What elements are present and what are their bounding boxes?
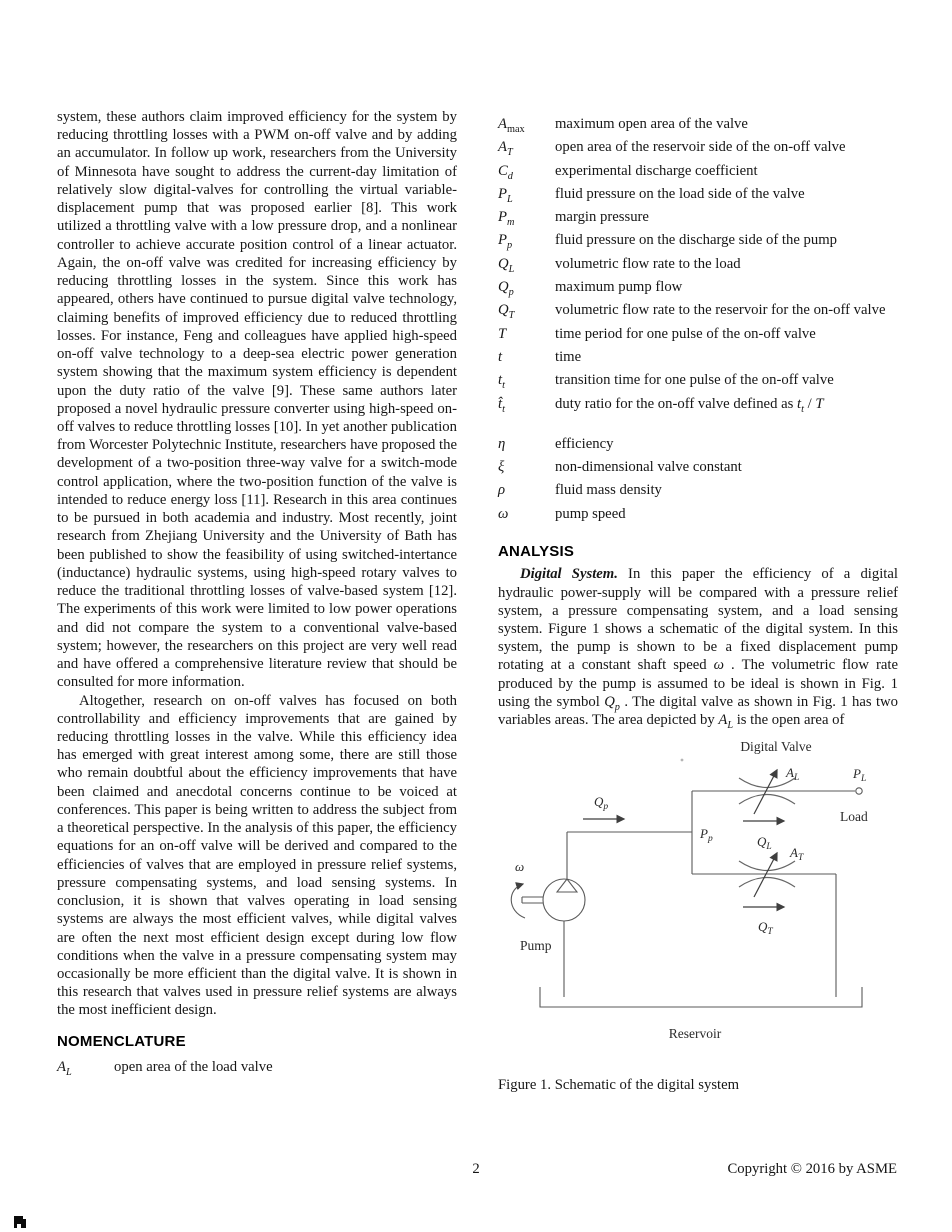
nomenclature-row	[498, 183, 898, 206]
nomenclature-row	[498, 160, 898, 183]
analysis-paragraph: Digital System. In this paper the efficiency of a digital hydraulic power-supply will be compared with a pressure relief system, a pressure compensating system, and a load sensing system. Figure 1 shows a schematic of the digital system. In this system, the pump is shown to be a fixed displacement pump rotating at a constant shaft speed ω . The volumetric flow rate produced by the pump is assumed to be ideal is shown in Fig. 1 using the symbol $Q_p$ . The digital valve as shown in Fig. 1 has two variables areas. The area depicted by $A_L$ is the open area of	[498, 566, 898, 732]
body-paragraph-continuation: system, these authors claim improved efficiency for the system by reducing throttling losses with a PWM on-off valve and by adding an accumulator. In follow up work, researchers from the University of Minnesota have sought to address the current-day limitation of relatively slow digital-valves for controlling the virtual variable-displacement pump that was proposed earlier [8]. This work utilized a throttling valve with a low pressure drop, and a nonlinear controller to achieve accurate position control of a linear actuator. Again, the on-off valve was credited for increasing efficiency by reducing throttling losses in the system. Since this work has appeared, others have continued to pursue digital valve technology, claiming benefits of improved efficiency due to reduced throttling losses. For instance, Feng and colleagues have applied high-speed on-off valve technology to a deep-sea electric power generation system showing that the maximum system efficiency is dependent upon the duty ratio of the valve [9]. These same authors later proposed a novel hydraulic pressure converter using high-speed on-off valves to reduce throttling losses [10]. In yet another publication from Worcester Polytechnic Institute, researchers have proposed the development of a two-position three-way valve for a switch-mode control application, where the two-position function of the valve is intended to reduce energy loss [11]. Research in this area continues to be pursued in both academia and industry. Most recently, joint research from Zhejiang University and the University of Bath has been published to show the feasibility of using switched-intertance (inductance) hydraulic systems, using high-speed rotary valves to reduce the traditional throttling losses of valve-based system [12]. The experiments of this work were limited to low power operations and did not compare the system to a conventional valve-based system; however, the researchers on this project are very well read and have offered a comprehensive literature review that should be consulted for more information.	[57, 109, 457, 691]
nomenclature-symbol: $P_m$	[498, 209, 515, 229]
nomenclature-row	[498, 503, 898, 526]
figure-label-pump: Pump	[520, 938, 552, 954]
nomenclature-row	[498, 253, 898, 276]
figure-label-ql: $Q_L$	[757, 834, 772, 853]
nomenclature-symbol: $A_T$	[498, 139, 513, 159]
nomenclature-row	[498, 369, 898, 392]
left-column	[57, 108, 457, 1079]
nomenclature-description: volumetric flow rate to the reservoir for the on-off valve	[555, 302, 886, 319]
nomenclature-description: maximum pump flow	[555, 279, 683, 296]
nomenclature-symbol: $t_t$	[498, 372, 505, 392]
nomenclature-symbol: ω	[498, 505, 509, 522]
nomenclature-list-greek	[498, 433, 898, 526]
figure-label-at: $A_T$	[790, 845, 804, 864]
tank-valve-icon	[739, 853, 795, 897]
nomenclature-symbol: η	[498, 435, 506, 452]
nomenclature-row	[498, 113, 898, 136]
nomenclature-row	[498, 276, 898, 299]
load-port-icon	[856, 788, 862, 794]
hydraulic-lines	[540, 791, 862, 1007]
nomenclature-description: pump speed	[555, 505, 626, 522]
figure-label-qt: $Q_T$	[758, 919, 773, 938]
nomenclature-symbol: $C_d$	[498, 162, 513, 182]
nomenclature-gap	[498, 416, 898, 433]
nomenclature-description: efficiency	[555, 435, 614, 452]
nomenclature-heading: NOMENCLATURE	[57, 1032, 186, 1050]
nomenclature-description: experimental discharge coefficient	[555, 162, 758, 179]
nomenclature-symbol: $Q_L$	[498, 255, 515, 275]
figure-label-reservoir: Reservoir	[668, 1026, 722, 1042]
nomenclature-symbol: t	[498, 348, 503, 365]
figure-label-digital-valve: Digital Valve	[740, 739, 812, 755]
copyright-notice: Copyright © 2016 by ASME	[727, 1161, 897, 1177]
nomenclature-row	[498, 299, 898, 322]
nomenclature-symbol: $t̂_t$	[498, 395, 505, 415]
nomenclature-description: fluid pressure on the discharge side of the pump	[555, 232, 837, 249]
nomenclature-description: fluid mass density	[555, 482, 662, 499]
nomenclature-row	[498, 433, 898, 456]
scan-speck	[681, 759, 684, 762]
digital-system-schematic	[498, 737, 898, 1052]
body-paragraph-summary: Altogether, research on on-off valves has focused on both controllability and efficiency improvements that are gained by reducing throttling losses in the valve. While this efficiency idea has emerged with great interest among some, there are still those who remain doubtful about the efficiency improvements that have been claimed and anecdotal concerns continue to be voiced at conferences. This paper is being written to address the subject from a theoretical perspective. In the analysis of this paper, the efficiency equations for an on-off valve will be derived and compared to the efficiencies of valves that are employed in pressure relief systems, pressure compensating systems, and load sensing systems. In conclusion, it is shown that valves operating in load sensing systems are always the most efficient valves, while digital valves are often the next most efficient design except during low flow conditions when the valve in a pressure compensating system may occasionally be more efficient than the digital valve. It is shown in this research that valves used in pressure relief systems are always the most inefficient design.	[57, 692, 457, 1019]
rotation-arrow-icon	[511, 884, 525, 918]
nomenclature-description: transition time for one pulse of the on-off valve	[555, 372, 834, 389]
nomenclature-row	[498, 229, 898, 252]
nomenclature-row	[498, 479, 898, 502]
nomenclature-description: margin pressure	[555, 209, 649, 226]
nomenclature-description: time period for one pulse of the on-off valve	[555, 325, 816, 342]
right-column	[498, 108, 898, 1094]
nomenclature-row	[498, 323, 898, 346]
figure-label-qp: $Q_p$	[594, 794, 609, 813]
nomenclature-description: fluid pressure on the load side of the valve	[555, 185, 805, 202]
nomenclature-description: open area of the reservoir side of the on-off valve	[555, 139, 846, 156]
nomenclature-symbol: $P_L$	[498, 185, 513, 205]
nomenclature-row	[498, 456, 898, 479]
page-number: 2	[472, 1161, 480, 1177]
nomenclature-row	[57, 1056, 457, 1079]
analysis-heading: ANALYSIS	[498, 543, 575, 561]
nomenclature-list-left	[57, 1056, 457, 1079]
nomenclature-symbol: $A_{max}$	[498, 116, 525, 135]
nomenclature-description: duty ratio for the on-off valve defined as $t_t$ / T	[555, 395, 824, 415]
figure-label-pp: $P_p$	[700, 826, 713, 845]
nomenclature-symbol: $Q_p$	[498, 279, 514, 299]
nomenclature-row	[498, 346, 898, 369]
nomenclature-description: non-dimensional valve constant	[555, 459, 742, 476]
nomenclature-description: open area of the load valve	[114, 1058, 273, 1075]
figure-label-al: $A_L$	[786, 765, 800, 784]
nomenclature-symbol: T	[498, 325, 507, 342]
nomenclature-symbol: ρ	[498, 482, 506, 499]
figure-label-load: Load	[840, 809, 868, 825]
pump-icon	[522, 879, 585, 921]
nomenclature-description: time	[555, 348, 582, 365]
nomenclature-symbol: ξ	[498, 459, 505, 476]
figure-caption: Figure 1. Schematic of the digital system	[498, 1076, 740, 1093]
figure-1	[498, 737, 898, 1093]
nomenclature-symbol: $P_p$	[498, 232, 513, 252]
nomenclature-row	[498, 206, 898, 229]
nomenclature-row	[498, 136, 898, 159]
scan-artifact-blob	[14, 1215, 27, 1228]
figure-label-pl: $P_L$	[853, 766, 867, 785]
nomenclature-row	[498, 393, 898, 416]
figure-label-omega: ω	[515, 859, 525, 875]
nomenclature-symbol: $A_L$	[57, 1058, 72, 1078]
nomenclature-description: maximum open area of the valve	[555, 116, 748, 132]
nomenclature-symbol: $Q_T$	[498, 302, 515, 322]
nomenclature-description: volumetric flow rate to the load	[555, 255, 741, 272]
nomenclature-list-right	[498, 113, 898, 416]
